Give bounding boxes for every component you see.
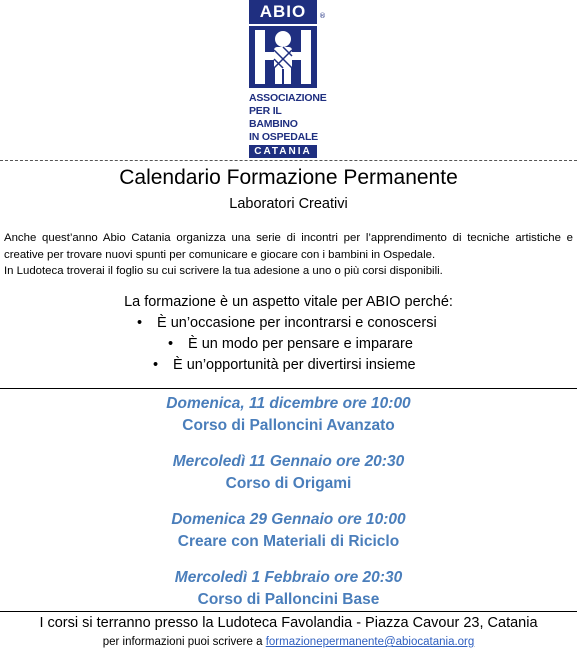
event-date: Mercoledì 11 Gennaio ore 20:30 (172, 453, 405, 470)
event-date: Domenica 29 Gennaio ore 10:00 (171, 511, 406, 528)
event-item (0, 453, 577, 493)
list-item: • È un’occasione per incontrarsi e conoscersi (0, 313, 577, 334)
intro-note: In Ludoteca troverai il foglio su cui scrivere la tua adesione a uno o più corsi disponibili. (4, 265, 443, 277)
intro-text: Anche quest’anno Abio Catania organizza una serie di incontri per l’apprendimento di tecniche artistiche e creative per trovare nuovi spunti per comunicare e giocare con i bambini in Ospedale. (4, 232, 573, 261)
email-link[interactable]: formazionepermanente@abiocatania.org (265, 636, 475, 648)
event-date: Mercoledì 1 Febbraio ore 20:30 (174, 569, 403, 586)
list-item: • È un modo per pensare e imparare (0, 334, 577, 355)
footer-divider (0, 611, 577, 612)
bullet-icon: • (137, 315, 143, 331)
logo-child-icon (249, 26, 317, 88)
event-item (0, 511, 577, 551)
event-title: Corso di Palloncini Avanzato (182, 417, 395, 434)
event-title: Corso di Palloncini Base (197, 591, 380, 608)
footer-contact (0, 636, 577, 648)
logo-abio-wordmark: ABIO (249, 0, 317, 24)
logo-registered-mark: ® (319, 12, 326, 20)
abio-logo (249, 0, 327, 160)
event-item (0, 569, 577, 609)
footer-info-prefix: per informazioni puoi scrivere a (102, 636, 263, 648)
footer-location: I corsi si terranno presso la Ludoteca Favolandia - Piazza Cavour 23, Catania (39, 615, 538, 631)
intro-paragraph (4, 230, 573, 280)
events-divider (0, 388, 577, 389)
logo-association-text: ASSOCIAZIONE PER IL BAMBINO IN OSPEDALE (249, 92, 327, 143)
header-divider (0, 160, 577, 161)
bullet-icon: • (153, 357, 159, 373)
page-subtitle: Laboratori Creativi (229, 196, 348, 212)
page-title: Calendario Formazione Permanente (119, 166, 458, 189)
bullet-icon: • (168, 336, 174, 352)
event-date: Domenica, 11 dicembre ore 10:00 (166, 395, 411, 412)
list-item: • È un’opportunità per divertirsi insieme (0, 355, 577, 376)
event-title: Corso di Origami (225, 475, 352, 492)
event-title: Creare con Materiali di Riciclo (177, 533, 400, 550)
logo-city: CATANIA (249, 145, 317, 158)
lead-text: La formazione è un aspetto vitale per ABIO perché: (124, 294, 453, 310)
event-item (0, 395, 577, 435)
reasons-list (0, 313, 577, 376)
